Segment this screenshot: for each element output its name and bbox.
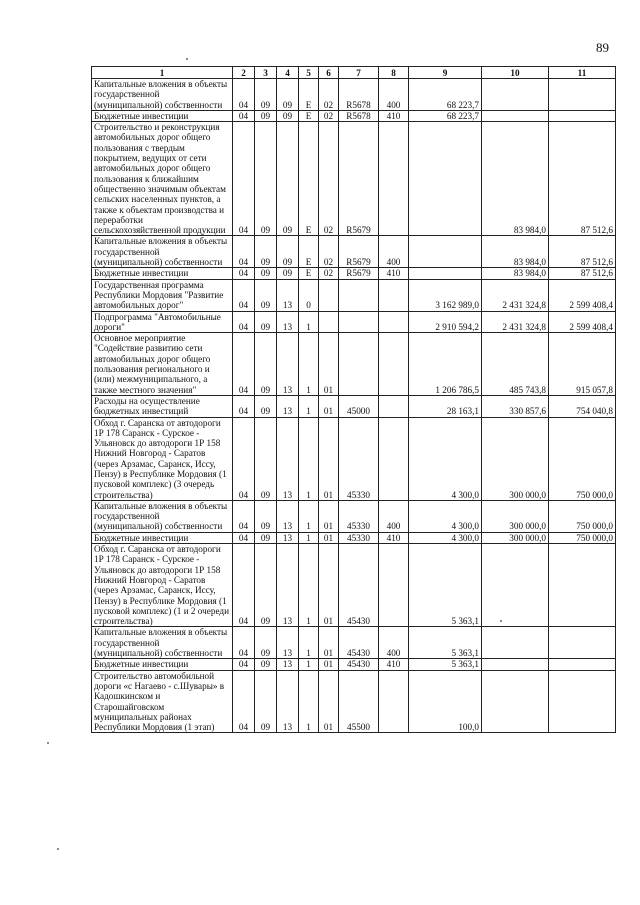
amount-col-10: 83 984,0 xyxy=(482,122,549,236)
code-event: 02 xyxy=(319,110,339,121)
code-subprogram: Е xyxy=(299,110,319,121)
code-event xyxy=(319,311,339,333)
table-header-row xyxy=(92,67,616,79)
table-row xyxy=(92,670,616,733)
code-expense-type xyxy=(379,670,409,733)
code-expense-type xyxy=(379,395,409,417)
amount-col-9: 5 363,1 xyxy=(409,544,482,627)
code-section: 04 xyxy=(233,670,255,733)
code-section: 04 xyxy=(233,333,255,396)
code-expense-type: 400 xyxy=(379,79,409,111)
code-subprogram: 0 xyxy=(299,279,319,311)
code-subsection: 09 xyxy=(255,500,277,532)
code-event: 02 xyxy=(319,236,339,268)
column-header: 1 xyxy=(92,67,233,79)
table-row xyxy=(92,79,616,111)
amount-col-10: 330 857,6 xyxy=(482,395,549,417)
code-expense-type: 410 xyxy=(379,110,409,121)
amount-col-10 xyxy=(482,79,549,111)
column-header: 8 xyxy=(379,67,409,79)
amount-col-9: 4 300,0 xyxy=(409,532,482,543)
code-expense-type xyxy=(379,122,409,236)
code-event: 01 xyxy=(319,670,339,733)
code-subsection: 09 xyxy=(255,110,277,121)
code-direction xyxy=(339,311,379,333)
amount-col-11: 750 000,0 xyxy=(549,417,616,500)
code-event: 02 xyxy=(319,268,339,279)
amount-col-11: 750 000,0 xyxy=(549,532,616,543)
table-row xyxy=(92,110,616,121)
code-subsection: 09 xyxy=(255,532,277,543)
amount-col-11: 87 512,6 xyxy=(549,236,616,268)
code-section: 04 xyxy=(233,532,255,543)
row-name: Бюджетные инвестиции xyxy=(92,268,233,279)
budget-table xyxy=(91,66,616,733)
code-event: 01 xyxy=(319,659,339,670)
amount-col-10: 83 984,0 xyxy=(482,236,549,268)
amount-col-10 xyxy=(482,544,549,627)
table-row xyxy=(92,417,616,500)
amount-col-9: 3 162 989,0 xyxy=(409,279,482,311)
table-row xyxy=(92,122,616,236)
code-direction: R5678 xyxy=(339,110,379,121)
code-expense-type xyxy=(379,544,409,627)
code-subprogram: 1 xyxy=(299,544,319,627)
code-section: 04 xyxy=(233,110,255,121)
column-header: 9 xyxy=(409,67,482,79)
code-direction: 45330 xyxy=(339,532,379,543)
code-program: 13 xyxy=(277,670,299,733)
table-row xyxy=(92,532,616,543)
code-program: 13 xyxy=(277,279,299,311)
code-direction: 45000 xyxy=(339,395,379,417)
code-section: 04 xyxy=(233,268,255,279)
code-section: 04 xyxy=(233,279,255,311)
code-section: 04 xyxy=(233,659,255,670)
code-program: 09 xyxy=(277,236,299,268)
code-expense-type xyxy=(379,333,409,396)
table-row xyxy=(92,395,616,417)
code-subprogram: 1 xyxy=(299,417,319,500)
code-subprogram: 1 xyxy=(299,333,319,396)
table-row xyxy=(92,659,616,670)
code-subsection: 09 xyxy=(255,333,277,396)
scan-speck xyxy=(57,848,59,850)
code-program: 13 xyxy=(277,544,299,627)
code-subsection: 09 xyxy=(255,236,277,268)
amount-col-9: 1 206 786,5 xyxy=(409,333,482,396)
amount-col-10: 485 743,8 xyxy=(482,333,549,396)
table-row xyxy=(92,236,616,268)
column-header: 10 xyxy=(482,67,549,79)
code-expense-type xyxy=(379,311,409,333)
amount-col-9: 68 223,7 xyxy=(409,79,482,111)
amount-col-11: 750 000,0 xyxy=(549,500,616,532)
code-section: 04 xyxy=(233,79,255,111)
code-direction: 45430 xyxy=(339,627,379,659)
row-name: Обход г. Саранска от автодороги 1Р 178 Саранск - Сурское - Ульяновск до автодороги 1Р 158 Нижний Новгород - Саратов (через Арзамас, Саранск, Иссу, Пензу) в Республике Мордовия (1 пусковой комплекс) (1 и 2 очереди строительства) xyxy=(92,544,233,627)
row-name: Строительство и реконструкция автомобильных дорог общего пользования с твердым покрытием, ведущих от сети автомобильных дорог общего пользования к ближайшим общественно значимым объектам сельских населенных пунктов, а также к объектам производства и переработки сельскохозяйственной продукции xyxy=(92,122,233,236)
code-program: 13 xyxy=(277,627,299,659)
row-name: Капитальные вложения в объекты государственной (муниципальной) собственности xyxy=(92,236,233,268)
code-expense-type: 410 xyxy=(379,268,409,279)
code-subprogram: Е xyxy=(299,122,319,236)
amount-col-10 xyxy=(482,659,549,670)
row-name: Расходы на осуществление бюджетных инвестиций xyxy=(92,395,233,417)
amount-col-9: 100,0 xyxy=(409,670,482,733)
column-header: 4 xyxy=(277,67,299,79)
code-program: 09 xyxy=(277,268,299,279)
column-header: 2 xyxy=(233,67,255,79)
table-row xyxy=(92,333,616,396)
page-number: 89 xyxy=(596,40,609,55)
code-event xyxy=(319,279,339,311)
code-subprogram: 1 xyxy=(299,670,319,733)
code-subprogram: 1 xyxy=(299,627,319,659)
amount-col-9: 4 300,0 xyxy=(409,500,482,532)
code-program: 13 xyxy=(277,311,299,333)
amount-col-10: 300 000,0 xyxy=(482,532,549,543)
code-expense-type: 410 xyxy=(379,659,409,670)
column-header: 3 xyxy=(255,67,277,79)
amount-col-10 xyxy=(482,627,549,659)
code-program: 13 xyxy=(277,417,299,500)
code-subsection: 09 xyxy=(255,122,277,236)
amount-col-10: 2 431 324,8 xyxy=(482,311,549,333)
code-section: 04 xyxy=(233,311,255,333)
row-name: Государственная программа Республики Мордовия "Развитие автомобильных дорог" xyxy=(92,279,233,311)
code-expense-type: 400 xyxy=(379,627,409,659)
amount-col-9 xyxy=(409,122,482,236)
code-subprogram: Е xyxy=(299,236,319,268)
code-event: 01 xyxy=(319,417,339,500)
code-subsection: 09 xyxy=(255,311,277,333)
code-program: 09 xyxy=(277,110,299,121)
table-row xyxy=(92,500,616,532)
code-direction: R5679 xyxy=(339,236,379,268)
column-header: 11 xyxy=(549,67,616,79)
row-name: Основное мероприятие "Содействие развитию сети автомобильных дорог общего пользования регионального и (или) межмуниципального, а также местного значения" xyxy=(92,333,233,396)
scan-speck xyxy=(186,58,188,60)
code-section: 04 xyxy=(233,417,255,500)
code-subprogram: 1 xyxy=(299,311,319,333)
code-direction: 45330 xyxy=(339,500,379,532)
code-subsection: 09 xyxy=(255,268,277,279)
code-subprogram: 1 xyxy=(299,659,319,670)
code-section: 04 xyxy=(233,544,255,627)
table-row xyxy=(92,544,616,627)
code-event: 01 xyxy=(319,544,339,627)
amount-col-9: 2 910 594,2 xyxy=(409,311,482,333)
amount-col-9: 5 363,1 xyxy=(409,627,482,659)
table-row xyxy=(92,311,616,333)
row-name: Бюджетные инвестиции xyxy=(92,659,233,670)
code-expense-type: 410 xyxy=(379,532,409,543)
code-program: 09 xyxy=(277,122,299,236)
row-name: Бюджетные инвестиции xyxy=(92,110,233,121)
code-direction: R5679 xyxy=(339,268,379,279)
code-direction: 45330 xyxy=(339,417,379,500)
code-program: 13 xyxy=(277,333,299,396)
code-expense-type: 400 xyxy=(379,236,409,268)
code-subsection: 09 xyxy=(255,659,277,670)
amount-col-11: 2 599 408,4 xyxy=(549,279,616,311)
code-event: 02 xyxy=(319,79,339,111)
column-header: 5 xyxy=(299,67,319,79)
code-direction: 45500 xyxy=(339,670,379,733)
code-direction: 45430 xyxy=(339,659,379,670)
code-program: 13 xyxy=(277,532,299,543)
code-section: 04 xyxy=(233,122,255,236)
code-subsection: 09 xyxy=(255,670,277,733)
table-row xyxy=(92,268,616,279)
amount-col-9 xyxy=(409,268,482,279)
scan-speck xyxy=(47,742,49,744)
amount-col-9: 5 363,1 xyxy=(409,659,482,670)
code-subsection: 09 xyxy=(255,79,277,111)
row-name: Капитальные вложения в объекты государственной (муниципальной) собственности xyxy=(92,79,233,111)
code-section: 04 xyxy=(233,627,255,659)
row-name: Строительство автомобильной дороги «с Нагаево - с.Шувары» в Кадошкинском и Старошайговском муниципальных районах Республики Мордовия (1 этап) xyxy=(92,670,233,733)
code-subprogram: Е xyxy=(299,268,319,279)
column-header: 7 xyxy=(339,67,379,79)
column-header: 6 xyxy=(319,67,339,79)
row-name: Обход г. Саранска от автодороги 1Р 178 Саранск - Сурское - Ульяновск до автодороги 1Р 158 Нижний Новгород - Саратов (через Арзамас, Саранск, Иссу, Пензу) в Республике Мордовия (1 пусковой комплекс) (3 очередь строительства) xyxy=(92,417,233,500)
code-event: 01 xyxy=(319,500,339,532)
code-section: 04 xyxy=(233,395,255,417)
amount-col-11 xyxy=(549,659,616,670)
code-direction: 45430 xyxy=(339,544,379,627)
amount-col-10 xyxy=(482,670,549,733)
amount-col-9 xyxy=(409,236,482,268)
code-expense-type: 400 xyxy=(379,500,409,532)
row-name: Капитальные вложения в объекты государственной (муниципальной) собственности xyxy=(92,627,233,659)
amount-col-11: 87 512,6 xyxy=(549,268,616,279)
amount-col-10 xyxy=(482,110,549,121)
code-event: 01 xyxy=(319,333,339,396)
amount-col-11 xyxy=(549,627,616,659)
amount-col-11 xyxy=(549,670,616,733)
amount-col-11 xyxy=(549,110,616,121)
amount-col-11: 915 057,8 xyxy=(549,333,616,396)
amount-col-9: 68 223,7 xyxy=(409,110,482,121)
amount-col-9: 4 300,0 xyxy=(409,417,482,500)
amount-col-10: 300 000,0 xyxy=(482,500,549,532)
row-name: Подпрограмма "Автомобильные дороги" xyxy=(92,311,233,333)
table-row xyxy=(92,627,616,659)
code-program: 13 xyxy=(277,659,299,670)
code-subsection: 09 xyxy=(255,544,277,627)
code-subsection: 09 xyxy=(255,279,277,311)
amount-col-10: 83 984,0 xyxy=(482,268,549,279)
code-direction xyxy=(339,333,379,396)
code-program: 13 xyxy=(277,500,299,532)
row-name: Бюджетные инвестиции xyxy=(92,532,233,543)
code-subprogram: 1 xyxy=(299,395,319,417)
code-section: 04 xyxy=(233,500,255,532)
code-subsection: 09 xyxy=(255,627,277,659)
code-expense-type xyxy=(379,279,409,311)
code-subsection: 09 xyxy=(255,395,277,417)
amount-col-10: 2 431 324,8 xyxy=(482,279,549,311)
code-direction: R5679 xyxy=(339,122,379,236)
code-section: 04 xyxy=(233,236,255,268)
amount-col-11: 2 599 408,4 xyxy=(549,311,616,333)
code-subprogram: 1 xyxy=(299,500,319,532)
row-name: Капитальные вложения в объекты государственной (муниципальной) собственности xyxy=(92,500,233,532)
code-subsection: 09 xyxy=(255,417,277,500)
code-direction xyxy=(339,279,379,311)
amount-col-9: 28 163,1 xyxy=(409,395,482,417)
code-program: 13 xyxy=(277,395,299,417)
amount-col-11: 754 040,8 xyxy=(549,395,616,417)
amount-col-10: 300 000,0 xyxy=(482,417,549,500)
amount-col-11 xyxy=(549,544,616,627)
scan-speck xyxy=(500,620,502,622)
amount-col-11 xyxy=(549,79,616,111)
code-event: 01 xyxy=(319,395,339,417)
table-row xyxy=(92,279,616,311)
code-event: 01 xyxy=(319,627,339,659)
code-subprogram: 1 xyxy=(299,532,319,543)
table-body xyxy=(92,79,616,733)
code-event: 02 xyxy=(319,122,339,236)
code-program: 09 xyxy=(277,79,299,111)
amount-col-11: 87 512,6 xyxy=(549,122,616,236)
code-event: 01 xyxy=(319,532,339,543)
code-direction: R5678 xyxy=(339,79,379,111)
code-expense-type xyxy=(379,417,409,500)
code-subprogram: Е xyxy=(299,79,319,111)
